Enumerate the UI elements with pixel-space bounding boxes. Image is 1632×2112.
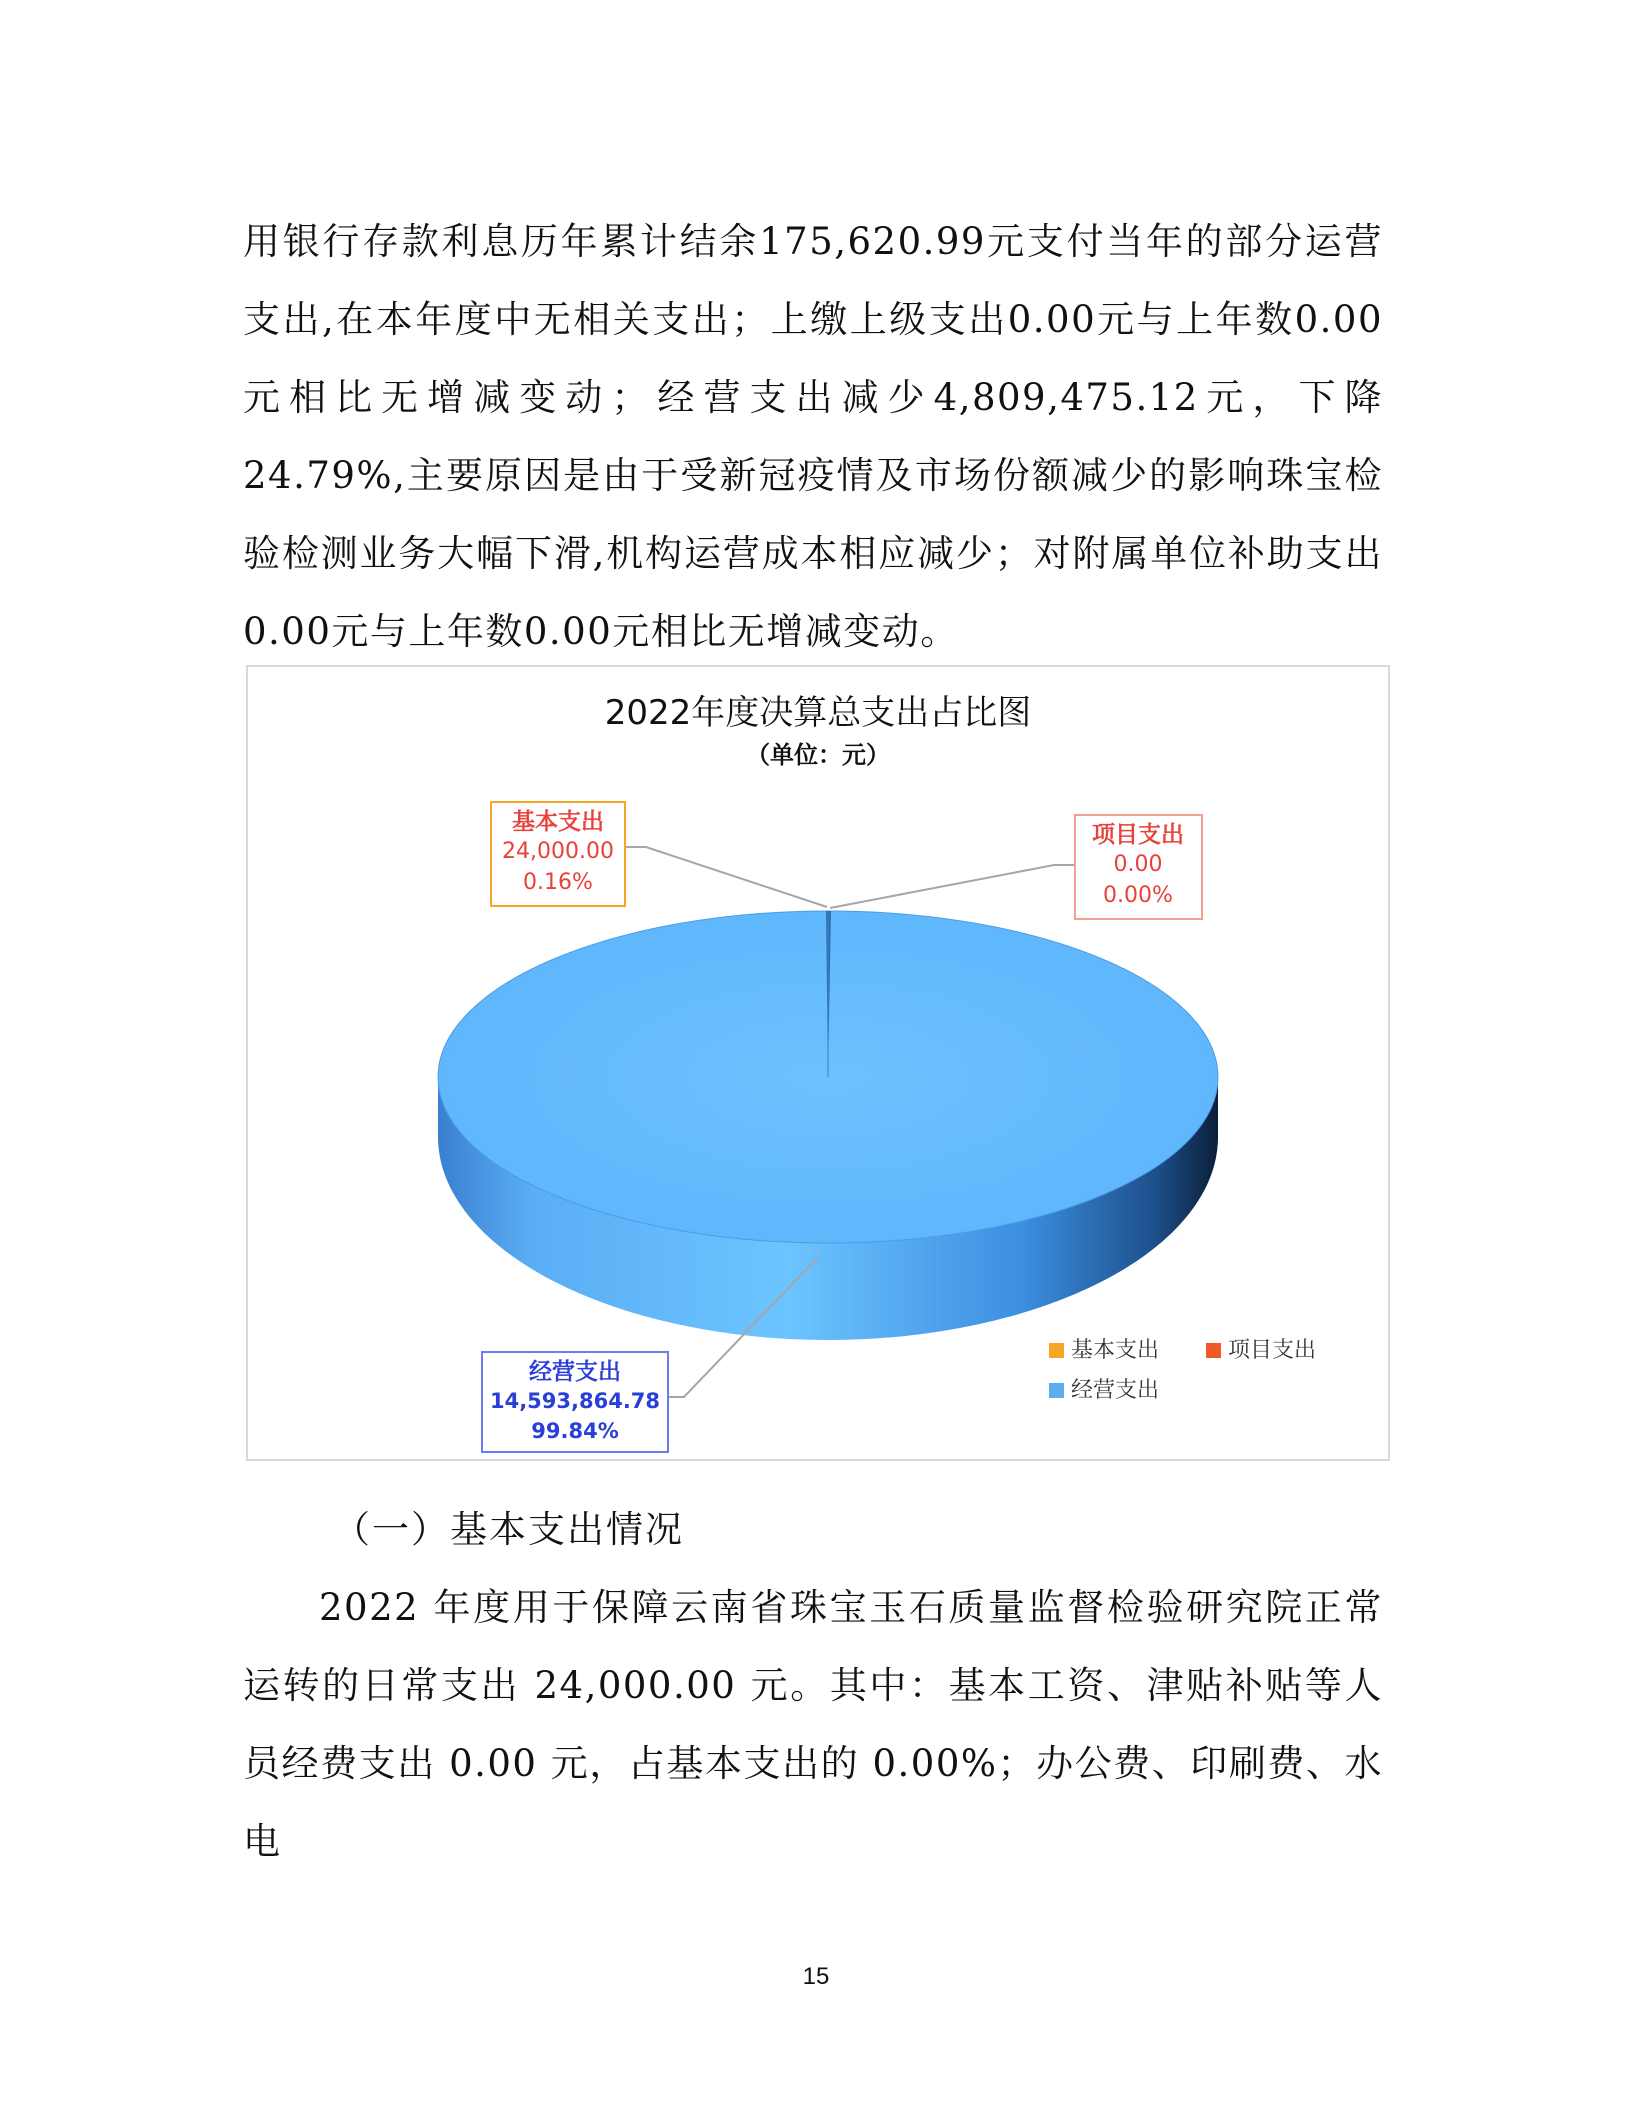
data-label-xiangmu-name: 项目支出 xyxy=(1092,822,1184,848)
data-label-jiben-percent: 0.16% xyxy=(523,870,593,895)
legend-label-jiben: 基本支出 xyxy=(1071,1338,1160,1363)
body-paragraph-2: 2022 年度用于保障云南省珠宝玉石质量监督检验研究院正常运转的日常支出 24,000.00 元。其中：基本工资、津贴补贴等人员经费支出 0.00 元，占基本支出的 0.00%；办公费、印刷费、水电 xyxy=(243,1586,1383,1863)
chart-subtitle: （单位：元） xyxy=(746,741,890,769)
section-heading: （一）基本支出情况 xyxy=(333,1508,684,1551)
data-label-xiangmu xyxy=(1075,815,1202,919)
data-label-jingying-value: 14,593,864.78 xyxy=(489,1389,661,1413)
body-paragraph-1: 用银行存款利息历年累计结余175,620.99元支付当年的部分运营支出,在本年度中无相关支出；上缴上级支出0.00元与上年数0.00元相比无增减变动；经营支出减少4,809,475.12元，下降24.79%,主要原因是由于受新冠疫情及市场份额减少的影响珠宝检验检测业务大幅下滑,机构运营成本相应减少；对附属单位补助支出0.00元与上年数0.00元相比无增减变动。 xyxy=(243,220,1383,653)
data-label-xiangmu-percent: 0.00% xyxy=(1103,883,1173,908)
pie-chart-svg xyxy=(248,667,1388,1459)
page-number: 15 xyxy=(802,1963,830,1990)
leader-line-xiangmu xyxy=(830,865,1074,908)
legend-label-jingying: 经营支出 xyxy=(1071,1378,1160,1403)
data-label-jiben-name: 基本支出 xyxy=(512,809,604,835)
data-label-jingying-percent: 99.84% xyxy=(531,1419,619,1443)
legend-item-jingying xyxy=(1049,1378,1159,1403)
leader-line-jiben xyxy=(626,847,827,907)
data-label-jiben xyxy=(491,802,625,906)
chart-legend xyxy=(1049,1338,1316,1403)
legend-label-xiangmu: 项目支出 xyxy=(1228,1338,1317,1363)
pie-chart xyxy=(246,665,1390,1461)
data-label-jingying-name: 经营支出 xyxy=(529,1359,621,1385)
legend-item-xiangmu xyxy=(1206,1338,1316,1363)
data-label-jingying xyxy=(482,1352,668,1452)
data-label-xiangmu-value: 0.00 xyxy=(1113,852,1163,877)
data-label-jiben-value: 24,000.00 xyxy=(502,839,614,864)
chart-title: 2022年度决算总支出占比图 xyxy=(604,693,1032,733)
legend-item-jiben xyxy=(1049,1338,1159,1363)
